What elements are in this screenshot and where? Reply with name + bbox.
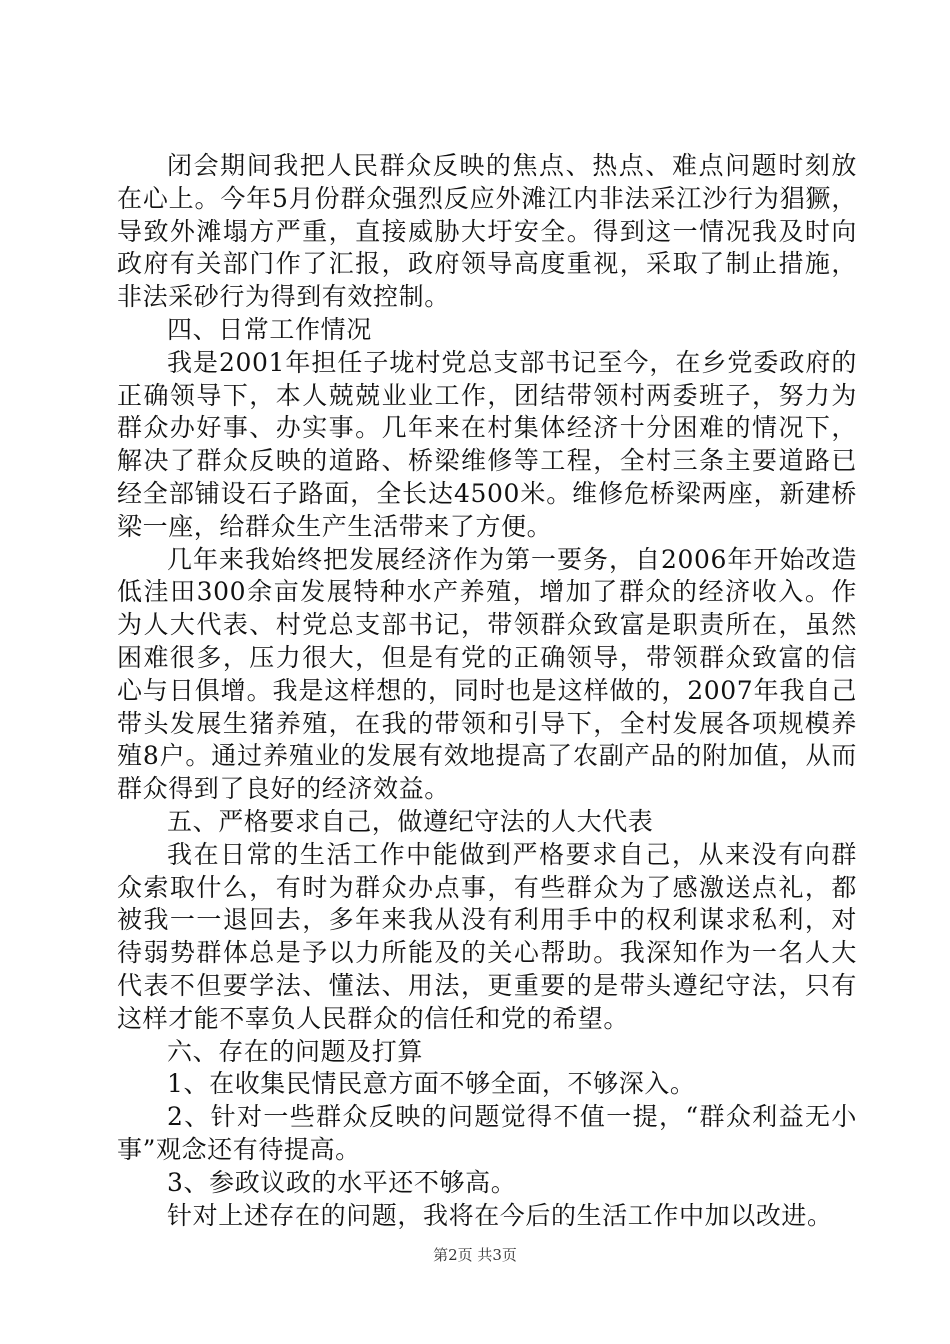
- list-item-problem-1: 1、在收集民情民意方面不够全面，不够深入。: [167, 1069, 696, 1099]
- section-heading-daily-work: 四、日常工作情况: [167, 314, 372, 344]
- page-number-footer: 第2页 共3页: [433, 1246, 517, 1264]
- paragraph-conclusion: 针对上述存在的问题，我将在今后的生活工作中加以改进。: [167, 1200, 833, 1230]
- paragraph-economic-development: 几年来我始终把发展经济作为第一要务，自2006年开始改造低洼田300余亩发展特种水产养殖，增加了群众的经济收入。作为人大代表、村党总支部书记，带领群众致富是职责所在，虽然困难很多，压力很大，但是有党的正确领导，带领群众致富的信心与日俱增。我是这样想的，同时也是这样做的，2007年我自己带头发展生猪养殖，在我的带领和引导下，全村发展各项规模养殖8户。通过养殖业的发展有效地提高了农副产品的附加值，从而群众得到了良好的经济效益。: [117, 544, 857, 804]
- section-heading-self-discipline: 五、严格要求自己，做遵纪守法的人大代表: [167, 806, 654, 836]
- document-body: [117, 150, 857, 1232]
- list-item-problem-3: 3、参政议政的水平还不够高。: [167, 1167, 517, 1197]
- paragraph-meeting-recess: 闭会期间我把人民群众反映的焦点、热点、难点问题时刻放在心上。今年5月份群众强烈反应外滩江内非法采江沙行为猖獗，导致外滩塌方严重，直接威胁大圩安全。得到这一情况我及时向政府有关部门作了汇报，政府领导高度重视，采取了制止措施，非法采砂行为得到有效控制。: [117, 151, 857, 312]
- paragraph-daily-work: 我是2001年担任子垅村党总支部书记至今，在乡党委政府的正确领导下，本人兢兢业业工作，团结带领村两委班子，努力为群众办好事、办实事。几年来在村集体经济十分困难的情况下，解决了群众反映的道路、桥梁维修等工程，全村三条主要道路已经全部铺设石子路面，全长达4500米。维修危桥梁两座，新建桥梁一座，给群众生产生活带来了方便。: [117, 347, 857, 541]
- section-heading-problems-plans: 六、存在的问题及打算: [167, 1036, 424, 1066]
- list-item-problem-2: 2、针对一些群众反映的问题觉得不值一提，“群众利益无小事”观念还有待提高。: [117, 1102, 857, 1164]
- paragraph-self-discipline: 我在日常的生活工作中能做到严格要求自己，从来没有向群众索取什么，有时为群众办点事，有些群众为了感激送点礼，都被我一一退回去，多年来我从没有利用手中的权利谋求私利，对待弱势群体总是予以力所能及的关心帮助。我深知作为一名人大代表不但要学法、懂法、用法，更重要的是带头遵纪守法，只有这样才能不辜负人民群众的信任和党的希望。: [117, 839, 857, 1033]
